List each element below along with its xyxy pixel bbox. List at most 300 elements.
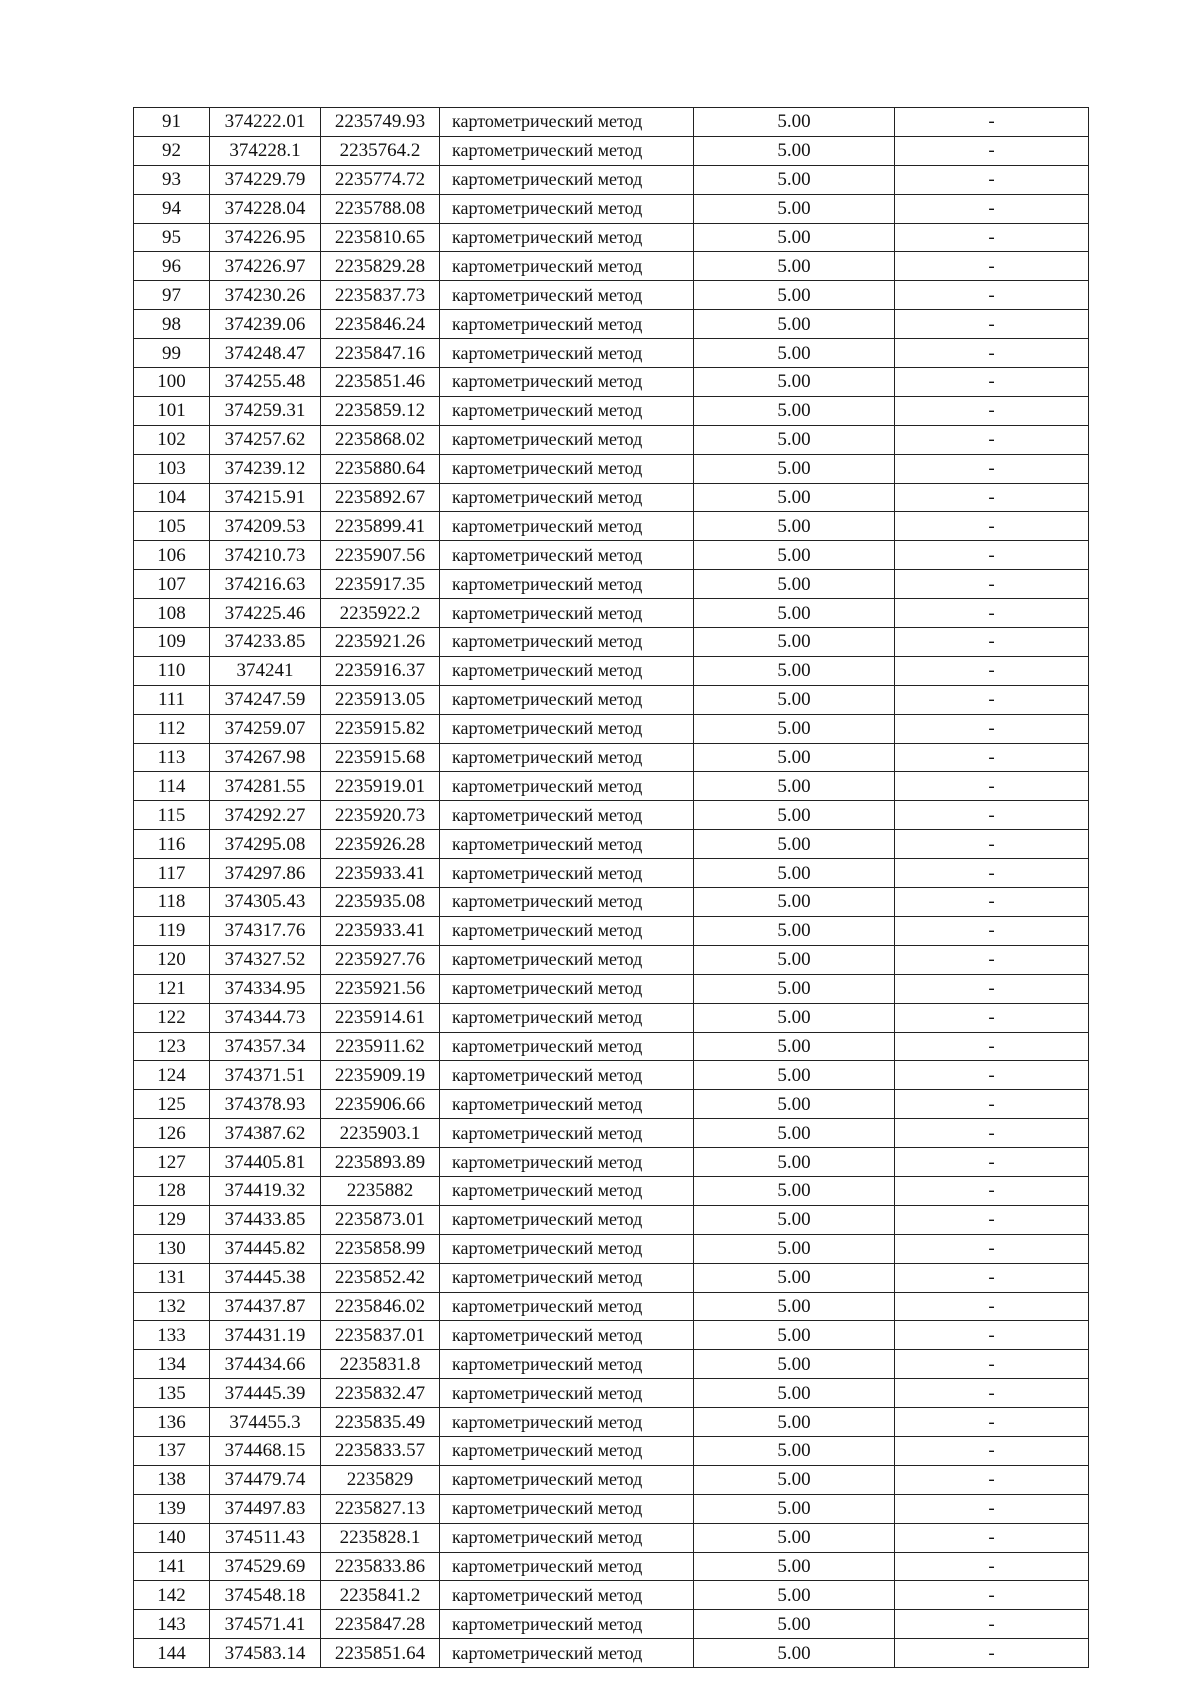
point-number-cell: 118 xyxy=(134,888,210,917)
table-row xyxy=(134,801,1089,830)
coordinate-y-cell: 2235868.02 xyxy=(321,425,440,454)
note-cell: - xyxy=(895,628,1089,657)
point-number-cell: 132 xyxy=(134,1292,210,1321)
method-cell: картометрический метод xyxy=(440,1523,694,1552)
coordinate-x-cell: 374267.98 xyxy=(210,743,321,772)
accuracy-cell: 5.00 xyxy=(694,1465,895,1494)
point-number-cell: 137 xyxy=(134,1436,210,1465)
point-number-cell: 144 xyxy=(134,1639,210,1668)
note-cell: - xyxy=(895,1523,1089,1552)
note-cell: - xyxy=(895,368,1089,397)
coordinate-x-cell: 374248.47 xyxy=(210,339,321,368)
note-cell: - xyxy=(895,483,1089,512)
method-cell: картометрический метод xyxy=(440,1552,694,1581)
table-row xyxy=(134,1263,1089,1292)
accuracy-cell: 5.00 xyxy=(694,685,895,714)
coordinate-x-cell: 374357.34 xyxy=(210,1032,321,1061)
coordinate-y-cell: 2235911.62 xyxy=(321,1032,440,1061)
note-cell: - xyxy=(895,223,1089,252)
point-number-cell: 102 xyxy=(134,425,210,454)
method-cell: картометрический метод xyxy=(440,194,694,223)
coordinate-x-cell: 374437.87 xyxy=(210,1292,321,1321)
accuracy-cell: 5.00 xyxy=(694,628,895,657)
coordinate-x-cell: 374305.43 xyxy=(210,888,321,917)
point-number-cell: 101 xyxy=(134,396,210,425)
method-cell: картометрический метод xyxy=(440,1148,694,1177)
method-cell: картометрический метод xyxy=(440,1176,694,1205)
coordinate-x-cell: 374292.27 xyxy=(210,801,321,830)
coordinate-x-cell: 374433.85 xyxy=(210,1205,321,1234)
accuracy-cell: 5.00 xyxy=(694,310,895,339)
coordinate-y-cell: 2235828.1 xyxy=(321,1523,440,1552)
method-cell: картометрический метод xyxy=(440,339,694,368)
accuracy-cell: 5.00 xyxy=(694,136,895,165)
point-number-cell: 109 xyxy=(134,628,210,657)
coordinate-y-cell: 2235841.2 xyxy=(321,1581,440,1610)
accuracy-cell: 5.00 xyxy=(694,194,895,223)
method-cell: картометрический метод xyxy=(440,1119,694,1148)
accuracy-cell: 5.00 xyxy=(694,1176,895,1205)
table-row xyxy=(134,310,1089,339)
coordinate-y-cell: 2235851.46 xyxy=(321,368,440,397)
method-cell: картометрический метод xyxy=(440,512,694,541)
accuracy-cell: 5.00 xyxy=(694,281,895,310)
method-cell: картометрический метод xyxy=(440,685,694,714)
method-cell: картометрический метод xyxy=(440,1610,694,1639)
coordinate-x-cell: 374583.14 xyxy=(210,1639,321,1668)
accuracy-cell: 5.00 xyxy=(694,1350,895,1379)
method-cell: картометрический метод xyxy=(440,425,694,454)
method-cell: картометрический метод xyxy=(440,281,694,310)
point-number-cell: 123 xyxy=(134,1032,210,1061)
method-cell: картометрический метод xyxy=(440,570,694,599)
method-cell: картометрический метод xyxy=(440,396,694,425)
accuracy-cell: 5.00 xyxy=(694,165,895,194)
accuracy-cell: 5.00 xyxy=(694,1148,895,1177)
point-number-cell: 120 xyxy=(134,945,210,974)
coordinate-x-cell: 374297.86 xyxy=(210,859,321,888)
coordinate-x-cell: 374548.18 xyxy=(210,1581,321,1610)
coordinate-y-cell: 2235837.01 xyxy=(321,1321,440,1350)
coordinate-x-cell: 374405.81 xyxy=(210,1148,321,1177)
point-number-cell: 99 xyxy=(134,339,210,368)
accuracy-cell: 5.00 xyxy=(694,1379,895,1408)
note-cell: - xyxy=(895,1379,1089,1408)
method-cell: картометрический метод xyxy=(440,1379,694,1408)
note-cell: - xyxy=(895,1003,1089,1032)
coordinate-y-cell: 2235851.64 xyxy=(321,1639,440,1668)
table-row xyxy=(134,1350,1089,1379)
point-number-cell: 98 xyxy=(134,310,210,339)
note-cell: - xyxy=(895,1032,1089,1061)
coordinate-y-cell: 2235921.26 xyxy=(321,628,440,657)
accuracy-cell: 5.00 xyxy=(694,1610,895,1639)
coordinate-x-cell: 374371.51 xyxy=(210,1061,321,1090)
point-number-cell: 110 xyxy=(134,656,210,685)
table-row xyxy=(134,281,1089,310)
accuracy-cell: 5.00 xyxy=(694,570,895,599)
point-number-cell: 116 xyxy=(134,830,210,859)
table-row xyxy=(134,859,1089,888)
point-number-cell: 112 xyxy=(134,714,210,743)
method-cell: картометрический метод xyxy=(440,916,694,945)
coordinate-x-cell: 374229.79 xyxy=(210,165,321,194)
note-cell: - xyxy=(895,1292,1089,1321)
note-cell: - xyxy=(895,1090,1089,1119)
coordinate-x-cell: 374344.73 xyxy=(210,1003,321,1032)
table-row xyxy=(134,252,1089,281)
note-cell: - xyxy=(895,1639,1089,1668)
table-row xyxy=(134,772,1089,801)
coordinate-x-cell: 374239.06 xyxy=(210,310,321,339)
coordinate-x-cell: 374209.53 xyxy=(210,512,321,541)
method-cell: картометрический метод xyxy=(440,1639,694,1668)
accuracy-cell: 5.00 xyxy=(694,252,895,281)
note-cell: - xyxy=(895,1321,1089,1350)
point-number-cell: 138 xyxy=(134,1465,210,1494)
coordinate-y-cell: 2235906.66 xyxy=(321,1090,440,1119)
coordinate-y-cell: 2235914.61 xyxy=(321,1003,440,1032)
table-row xyxy=(134,1292,1089,1321)
coordinate-y-cell: 2235847.28 xyxy=(321,1610,440,1639)
table-row xyxy=(134,1523,1089,1552)
coordinate-x-cell: 374419.32 xyxy=(210,1176,321,1205)
accuracy-cell: 5.00 xyxy=(694,1292,895,1321)
point-number-cell: 91 xyxy=(134,108,210,137)
coordinate-y-cell: 2235835.49 xyxy=(321,1408,440,1437)
coordinate-x-cell: 374529.69 xyxy=(210,1552,321,1581)
coordinate-x-cell: 374445.82 xyxy=(210,1234,321,1263)
note-cell: - xyxy=(895,1350,1089,1379)
coordinate-y-cell: 2235935.08 xyxy=(321,888,440,917)
coordinate-y-cell: 2235837.73 xyxy=(321,281,440,310)
coordinate-x-cell: 374468.15 xyxy=(210,1436,321,1465)
coordinate-y-cell: 2235847.16 xyxy=(321,339,440,368)
note-cell: - xyxy=(895,396,1089,425)
table-row xyxy=(134,454,1089,483)
coordinate-y-cell: 2235859.12 xyxy=(321,396,440,425)
coordinates-table xyxy=(133,107,1089,1668)
method-cell: картометрический метод xyxy=(440,888,694,917)
coordinate-y-cell: 2235788.08 xyxy=(321,194,440,223)
table-row xyxy=(134,1148,1089,1177)
coordinate-x-cell: 374497.83 xyxy=(210,1494,321,1523)
coordinate-y-cell: 2235893.89 xyxy=(321,1148,440,1177)
coordinate-x-cell: 374241 xyxy=(210,656,321,685)
method-cell: картометрический метод xyxy=(440,1263,694,1292)
point-number-cell: 128 xyxy=(134,1176,210,1205)
accuracy-cell: 5.00 xyxy=(694,483,895,512)
point-number-cell: 121 xyxy=(134,974,210,1003)
accuracy-cell: 5.00 xyxy=(694,945,895,974)
note-cell: - xyxy=(895,685,1089,714)
coordinate-y-cell: 2235832.47 xyxy=(321,1379,440,1408)
accuracy-cell: 5.00 xyxy=(694,859,895,888)
note-cell: - xyxy=(895,1176,1089,1205)
note-cell: - xyxy=(895,656,1089,685)
table-row xyxy=(134,425,1089,454)
coordinate-y-cell: 2235922.2 xyxy=(321,599,440,628)
method-cell: картометрический метод xyxy=(440,223,694,252)
coordinate-y-cell: 2235833.86 xyxy=(321,1552,440,1581)
accuracy-cell: 5.00 xyxy=(694,1581,895,1610)
accuracy-cell: 5.00 xyxy=(694,830,895,859)
accuracy-cell: 5.00 xyxy=(694,1061,895,1090)
coordinate-y-cell: 2235913.05 xyxy=(321,685,440,714)
point-number-cell: 134 xyxy=(134,1350,210,1379)
note-cell: - xyxy=(895,916,1089,945)
point-number-cell: 130 xyxy=(134,1234,210,1263)
point-number-cell: 135 xyxy=(134,1379,210,1408)
coordinate-y-cell: 2235880.64 xyxy=(321,454,440,483)
point-number-cell: 140 xyxy=(134,1523,210,1552)
coordinate-x-cell: 374378.93 xyxy=(210,1090,321,1119)
method-cell: картометрический метод xyxy=(440,714,694,743)
point-number-cell: 129 xyxy=(134,1205,210,1234)
method-cell: картометрический метод xyxy=(440,801,694,830)
note-cell: - xyxy=(895,974,1089,1003)
method-cell: картометрический метод xyxy=(440,772,694,801)
note-cell: - xyxy=(895,1581,1089,1610)
accuracy-cell: 5.00 xyxy=(694,108,895,137)
method-cell: картометрический метод xyxy=(440,1205,694,1234)
note-cell: - xyxy=(895,310,1089,339)
coordinate-x-cell: 374239.12 xyxy=(210,454,321,483)
coordinate-x-cell: 374445.38 xyxy=(210,1263,321,1292)
accuracy-cell: 5.00 xyxy=(694,916,895,945)
accuracy-cell: 5.00 xyxy=(694,1321,895,1350)
method-cell: картометрический метод xyxy=(440,1350,694,1379)
coordinate-x-cell: 374230.26 xyxy=(210,281,321,310)
table-row xyxy=(134,1610,1089,1639)
point-number-cell: 115 xyxy=(134,801,210,830)
note-cell: - xyxy=(895,1148,1089,1177)
note-cell: - xyxy=(895,1263,1089,1292)
point-number-cell: 117 xyxy=(134,859,210,888)
coordinate-y-cell: 2235921.56 xyxy=(321,974,440,1003)
note-cell: - xyxy=(895,1552,1089,1581)
accuracy-cell: 5.00 xyxy=(694,339,895,368)
coordinate-y-cell: 2235882 xyxy=(321,1176,440,1205)
accuracy-cell: 5.00 xyxy=(694,599,895,628)
method-cell: картометрический метод xyxy=(440,1581,694,1610)
accuracy-cell: 5.00 xyxy=(694,743,895,772)
coordinate-x-cell: 374445.39 xyxy=(210,1379,321,1408)
point-number-cell: 124 xyxy=(134,1061,210,1090)
accuracy-cell: 5.00 xyxy=(694,1234,895,1263)
accuracy-cell: 5.00 xyxy=(694,801,895,830)
point-number-cell: 131 xyxy=(134,1263,210,1292)
accuracy-cell: 5.00 xyxy=(694,425,895,454)
method-cell: картометрический метод xyxy=(440,859,694,888)
table-row xyxy=(134,194,1089,223)
point-number-cell: 122 xyxy=(134,1003,210,1032)
coordinate-y-cell: 2235829.28 xyxy=(321,252,440,281)
method-cell: картометрический метод xyxy=(440,1090,694,1119)
note-cell: - xyxy=(895,859,1089,888)
point-number-cell: 105 xyxy=(134,512,210,541)
note-cell: - xyxy=(895,599,1089,628)
point-number-cell: 97 xyxy=(134,281,210,310)
method-cell: картометрический метод xyxy=(440,108,694,137)
coordinate-x-cell: 374431.19 xyxy=(210,1321,321,1350)
point-number-cell: 119 xyxy=(134,916,210,945)
point-number-cell: 136 xyxy=(134,1408,210,1437)
coordinate-x-cell: 374226.97 xyxy=(210,252,321,281)
table-row xyxy=(134,916,1089,945)
note-cell: - xyxy=(895,165,1089,194)
coordinate-y-cell: 2235873.01 xyxy=(321,1205,440,1234)
method-cell: картометрический метод xyxy=(440,1292,694,1321)
table-row xyxy=(134,1061,1089,1090)
accuracy-cell: 5.00 xyxy=(694,1003,895,1032)
coordinate-y-cell: 2235764.2 xyxy=(321,136,440,165)
coordinate-y-cell: 2235915.82 xyxy=(321,714,440,743)
coordinate-x-cell: 374233.85 xyxy=(210,628,321,657)
coordinate-x-cell: 374228.04 xyxy=(210,194,321,223)
coordinate-x-cell: 374327.52 xyxy=(210,945,321,974)
method-cell: картометрический метод xyxy=(440,454,694,483)
point-number-cell: 139 xyxy=(134,1494,210,1523)
note-cell: - xyxy=(895,1234,1089,1263)
table-row xyxy=(134,1436,1089,1465)
coordinate-y-cell: 2235852.42 xyxy=(321,1263,440,1292)
table-row xyxy=(134,1234,1089,1263)
table-row xyxy=(134,483,1089,512)
coordinate-x-cell: 374210.73 xyxy=(210,541,321,570)
point-number-cell: 96 xyxy=(134,252,210,281)
accuracy-cell: 5.00 xyxy=(694,974,895,1003)
note-cell: - xyxy=(895,512,1089,541)
note-cell: - xyxy=(895,541,1089,570)
coordinate-x-cell: 374259.07 xyxy=(210,714,321,743)
coordinate-x-cell: 374215.91 xyxy=(210,483,321,512)
table-row xyxy=(134,1205,1089,1234)
coordinate-x-cell: 374455.3 xyxy=(210,1408,321,1437)
table-row xyxy=(134,339,1089,368)
coordinate-y-cell: 2235829 xyxy=(321,1465,440,1494)
note-cell: - xyxy=(895,108,1089,137)
method-cell: картометрический метод xyxy=(440,1003,694,1032)
accuracy-cell: 5.00 xyxy=(694,1090,895,1119)
method-cell: картометрический метод xyxy=(440,1321,694,1350)
point-number-cell: 95 xyxy=(134,223,210,252)
method-cell: картометрический метод xyxy=(440,136,694,165)
table-row xyxy=(134,945,1089,974)
point-number-cell: 125 xyxy=(134,1090,210,1119)
method-cell: картометрический метод xyxy=(440,1494,694,1523)
method-cell: картометрический метод xyxy=(440,945,694,974)
table-row xyxy=(134,165,1089,194)
coordinate-y-cell: 2235858.99 xyxy=(321,1234,440,1263)
point-number-cell: 100 xyxy=(134,368,210,397)
accuracy-cell: 5.00 xyxy=(694,512,895,541)
table-row xyxy=(134,1494,1089,1523)
method-cell: картометрический метод xyxy=(440,743,694,772)
coordinate-y-cell: 2235774.72 xyxy=(321,165,440,194)
table-row xyxy=(134,1379,1089,1408)
coordinate-x-cell: 374259.31 xyxy=(210,396,321,425)
accuracy-cell: 5.00 xyxy=(694,1119,895,1148)
table-row xyxy=(134,1465,1089,1494)
coordinate-y-cell: 2235810.65 xyxy=(321,223,440,252)
accuracy-cell: 5.00 xyxy=(694,714,895,743)
table-row xyxy=(134,1090,1089,1119)
method-cell: картометрический метод xyxy=(440,1234,694,1263)
coordinate-x-cell: 374295.08 xyxy=(210,830,321,859)
point-number-cell: 111 xyxy=(134,685,210,714)
accuracy-cell: 5.00 xyxy=(694,368,895,397)
table-row xyxy=(134,541,1089,570)
point-number-cell: 104 xyxy=(134,483,210,512)
accuracy-cell: 5.00 xyxy=(694,1032,895,1061)
coordinate-y-cell: 2235917.35 xyxy=(321,570,440,599)
note-cell: - xyxy=(895,339,1089,368)
coordinate-y-cell: 2235833.57 xyxy=(321,1436,440,1465)
coordinate-x-cell: 374257.62 xyxy=(210,425,321,454)
point-number-cell: 92 xyxy=(134,136,210,165)
point-number-cell: 114 xyxy=(134,772,210,801)
table-row xyxy=(134,136,1089,165)
table-row xyxy=(134,1032,1089,1061)
coordinate-x-cell: 374334.95 xyxy=(210,974,321,1003)
note-cell: - xyxy=(895,1494,1089,1523)
table-row xyxy=(134,108,1089,137)
point-number-cell: 106 xyxy=(134,541,210,570)
point-number-cell: 143 xyxy=(134,1610,210,1639)
note-cell: - xyxy=(895,714,1089,743)
point-number-cell: 108 xyxy=(134,599,210,628)
table-row xyxy=(134,685,1089,714)
table-row xyxy=(134,223,1089,252)
coordinate-y-cell: 2235933.41 xyxy=(321,859,440,888)
accuracy-cell: 5.00 xyxy=(694,1263,895,1292)
point-number-cell: 142 xyxy=(134,1581,210,1610)
coordinate-x-cell: 374479.74 xyxy=(210,1465,321,1494)
coordinate-x-cell: 374228.1 xyxy=(210,136,321,165)
method-cell: картометрический метод xyxy=(440,974,694,1003)
note-cell: - xyxy=(895,1119,1089,1148)
table-row xyxy=(134,830,1089,859)
coordinate-x-cell: 374255.48 xyxy=(210,368,321,397)
note-cell: - xyxy=(895,830,1089,859)
note-cell: - xyxy=(895,888,1089,917)
table-row xyxy=(134,1408,1089,1437)
method-cell: картометрический метод xyxy=(440,252,694,281)
coordinate-y-cell: 2235827.13 xyxy=(321,1494,440,1523)
note-cell: - xyxy=(895,1465,1089,1494)
accuracy-cell: 5.00 xyxy=(694,1408,895,1437)
note-cell: - xyxy=(895,454,1089,483)
accuracy-cell: 5.00 xyxy=(694,1494,895,1523)
coordinate-y-cell: 2235920.73 xyxy=(321,801,440,830)
coordinate-y-cell: 2235831.8 xyxy=(321,1350,440,1379)
method-cell: картометрический метод xyxy=(440,1408,694,1437)
coordinate-y-cell: 2235927.76 xyxy=(321,945,440,974)
method-cell: картометрический метод xyxy=(440,310,694,339)
coordinate-x-cell: 374317.76 xyxy=(210,916,321,945)
table-row xyxy=(134,1176,1089,1205)
method-cell: картометрический метод xyxy=(440,830,694,859)
coordinate-y-cell: 2235846.02 xyxy=(321,1292,440,1321)
coordinate-x-cell: 374226.95 xyxy=(210,223,321,252)
accuracy-cell: 5.00 xyxy=(694,396,895,425)
coordinate-y-cell: 2235916.37 xyxy=(321,656,440,685)
point-number-cell: 107 xyxy=(134,570,210,599)
point-number-cell: 141 xyxy=(134,1552,210,1581)
coordinate-y-cell: 2235749.93 xyxy=(321,108,440,137)
coordinate-x-cell: 374247.59 xyxy=(210,685,321,714)
